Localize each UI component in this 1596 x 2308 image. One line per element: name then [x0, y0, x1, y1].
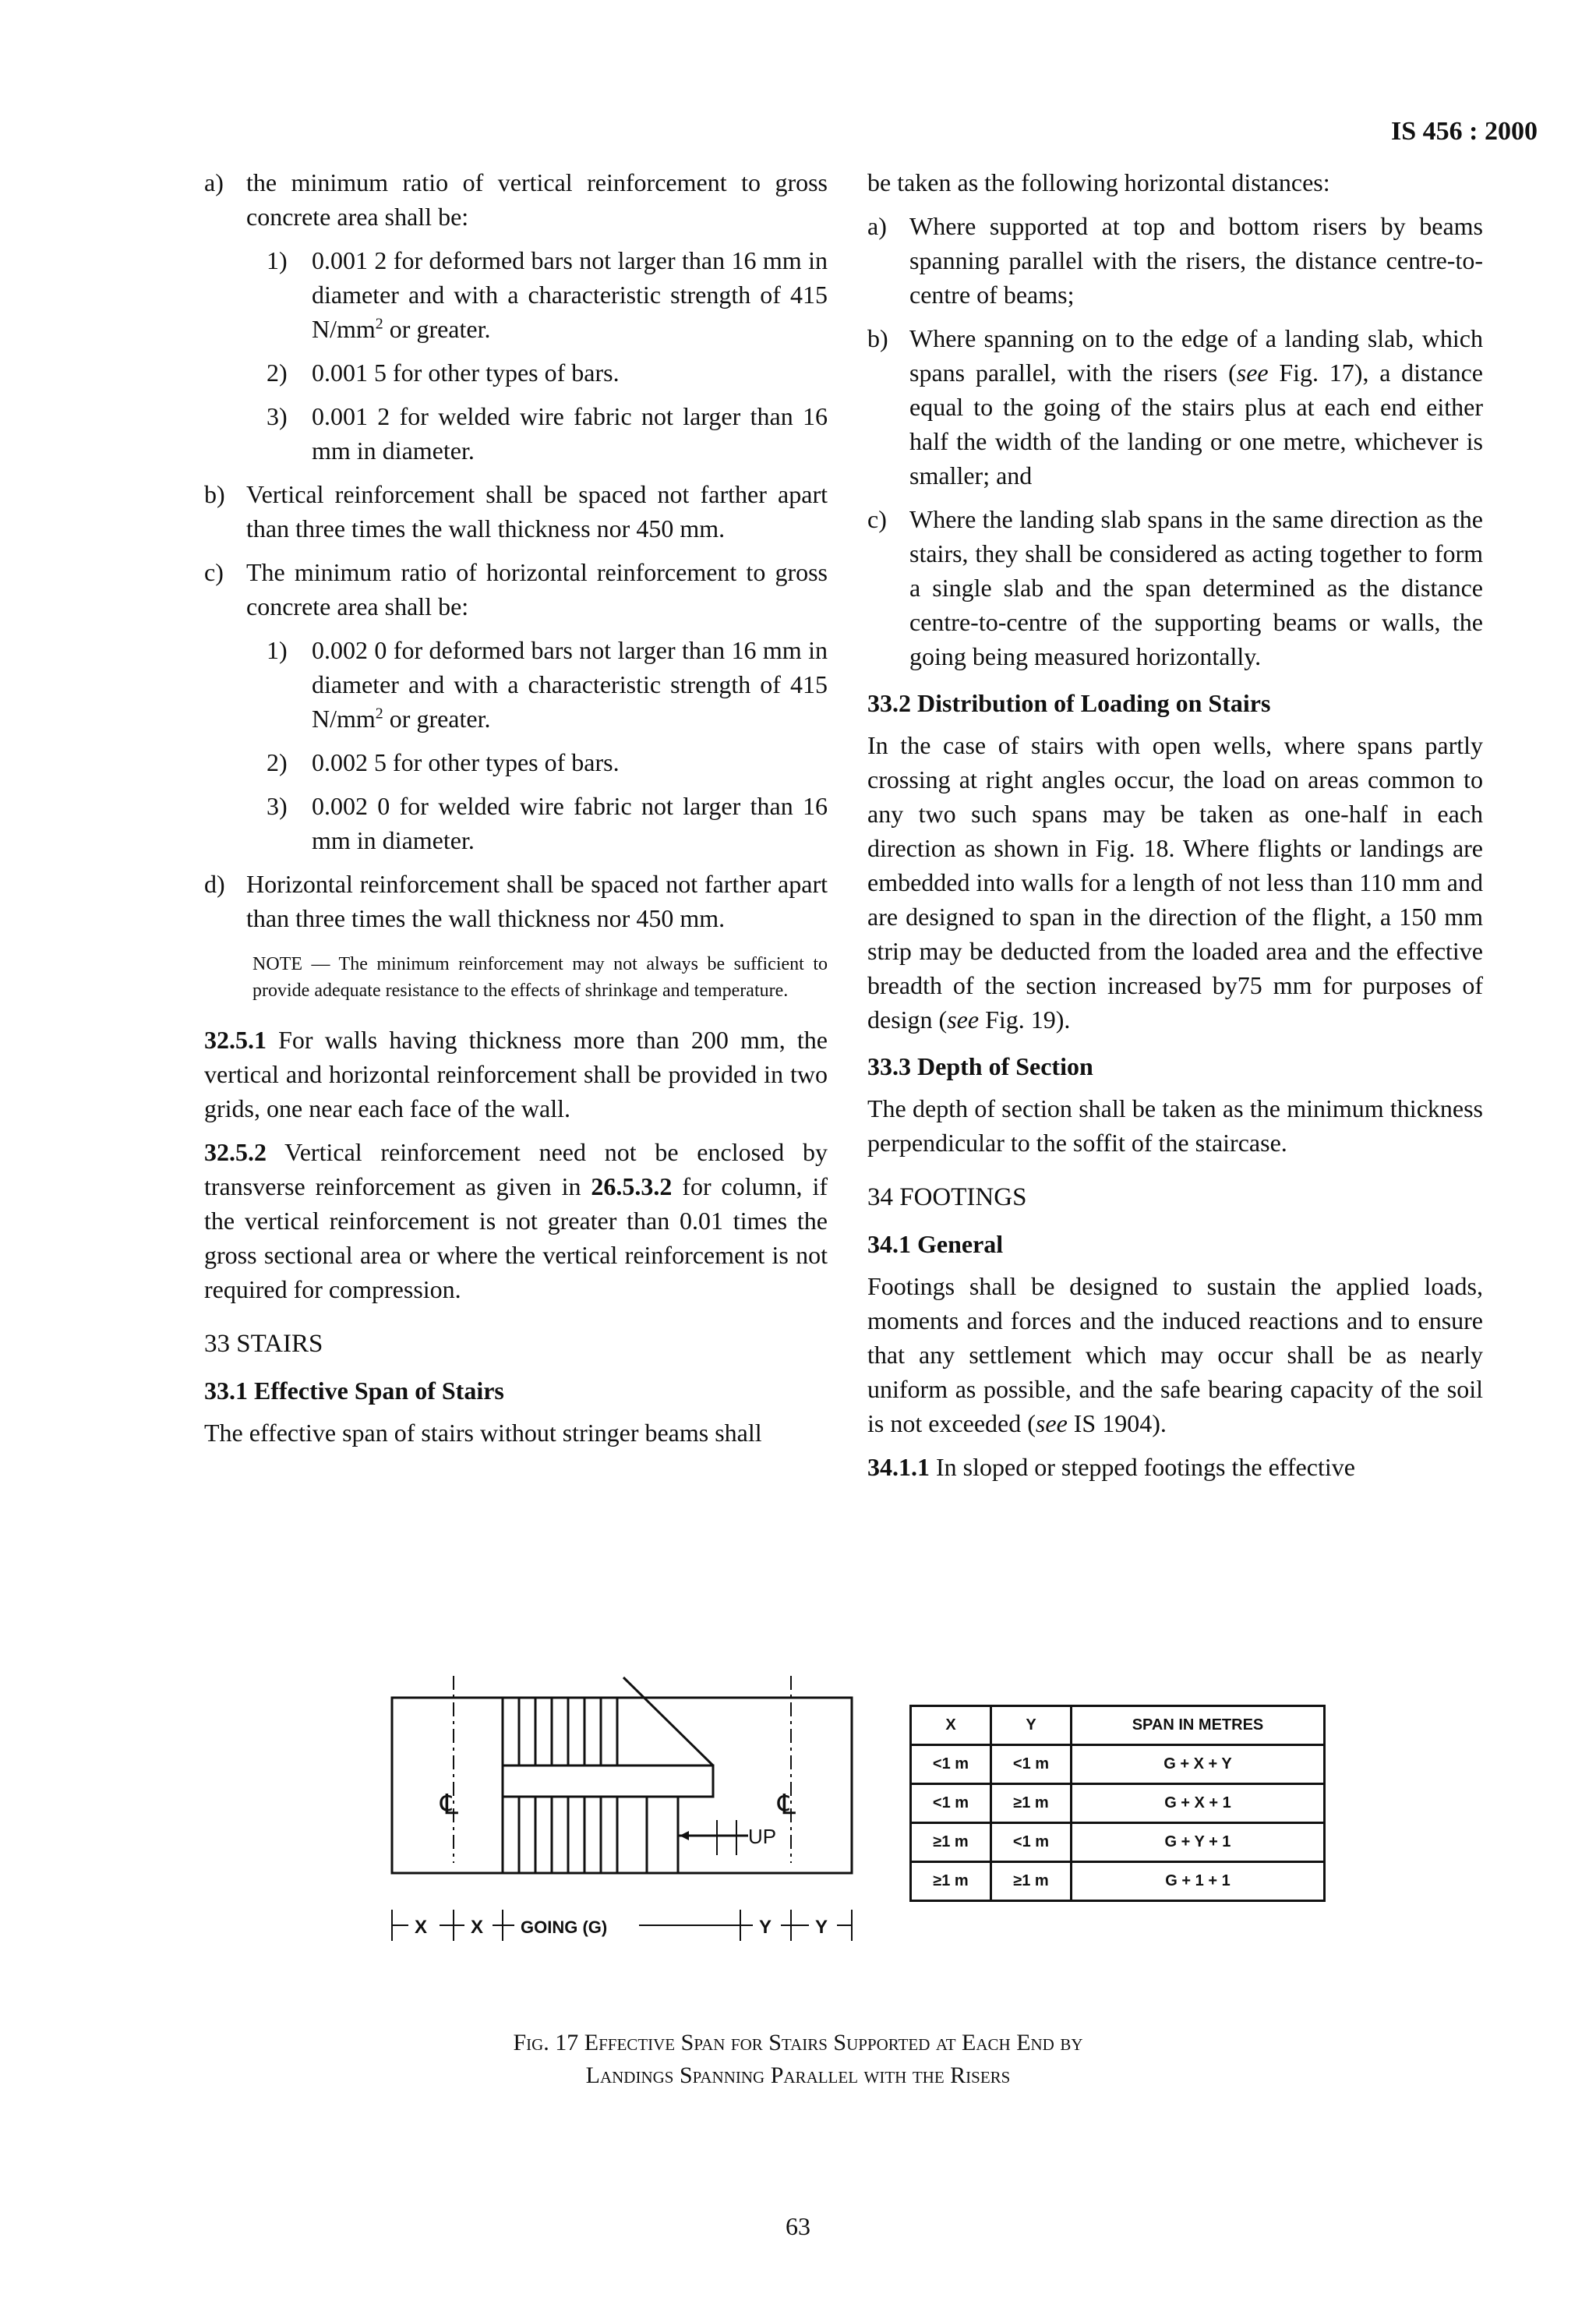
list-label: 3) — [267, 792, 288, 820]
list-item-a — [204, 165, 828, 234]
dim-y2-label: Y — [815, 1917, 828, 1938]
table-cell: <1 m — [991, 1745, 1072, 1784]
figure-caption — [0, 2027, 1596, 2092]
table-cell: ≥1 m — [911, 1823, 991, 1862]
caption-line-1: Fig. 17 Effective Span for Stairs Supported at Each End by — [513, 2030, 1083, 2055]
list-item-a1 — [267, 243, 828, 346]
list-text: 0.002 0 for welded wire fabric not larger than 16 mm in diameter. — [312, 792, 828, 854]
table-cell: ≥1 m — [911, 1862, 991, 1901]
table-row — [911, 1823, 1325, 1862]
list-text: Where spanning on to the edge of a landing slab, which spans parallel, with the risers (see Fig. 17), a distance equal to the going of the stairs plus at each end either half the width of the landing or one metre, whichever is smaller; and — [909, 324, 1483, 490]
list-item-c — [204, 555, 828, 624]
list-text: 0.002 5 for other types of bars. — [312, 748, 620, 776]
break-line — [623, 1677, 713, 1765]
list-item-d — [204, 867, 828, 935]
list-label: 1) — [267, 636, 288, 664]
list-text: 0.001 2 for welded wire fabric not larger than 16 mm in diameter. — [312, 402, 828, 465]
centre-line-symbol-left: ℄ — [440, 1788, 459, 1820]
list-item-a — [867, 209, 1483, 312]
paragraph-33-2: In the case of stairs with open wells, where spans partly crossing at right angles occur, the load on areas common to any two such spans may be taken as one-half in each direction as shown in Fig. 18. Where flights or landings are embedded into walls for a length of not less than 110 mm and are designed to span in the direction of the flight, a 150 mm strip may be deducted from the loaded area and the effective breadth of the section increased by75 mm for purposes of design (see Fig. 19). — [867, 731, 1483, 1034]
list-text: 0.002 0 for deformed bars not larger than 16 mm in diameter and with a characteristic strength of 415 $N/mm^2$ or greater. — [312, 636, 828, 733]
note: NOTE — The minimum reinforcement may not always be sufficient to provide adequate resistance to the effects of shrinkage and temperature. — [252, 954, 828, 1001]
span-table — [909, 1705, 1326, 1902]
page-number: 63 — [786, 2212, 810, 2240]
list-item-a2 — [267, 355, 828, 390]
middle-wall — [503, 1765, 713, 1797]
table-cell: <1 m — [991, 1823, 1072, 1862]
table-row — [911, 1784, 1325, 1823]
table-cell: G + X + Y — [1072, 1745, 1325, 1784]
table-cell: ≥1 m — [991, 1784, 1072, 1823]
right-column — [867, 165, 1483, 1493]
subsection-heading-34-1: 34.1 General — [867, 1230, 1004, 1258]
paragraph-34-1-1: 34.1.1 In sloped or stepped footings the effective — [867, 1453, 1355, 1481]
table-cell: ≥1 m — [991, 1862, 1072, 1901]
table-row — [911, 1745, 1325, 1784]
table-cell: <1 m — [911, 1745, 991, 1784]
list-label: 2) — [267, 748, 288, 776]
landing-outline — [392, 1698, 852, 1873]
paragraph-32-5-1: 32.5.1 For walls having thickness more than 200 mm, the vertical and horizontal reinforcement shall be provided in two grids, one near each face of the wall. — [204, 1026, 828, 1122]
dim-y1-label: Y — [759, 1917, 772, 1938]
dim-x2-label: X — [471, 1917, 484, 1938]
header-x: X — [911, 1706, 991, 1745]
list-text: 0.001 2 for deformed bars not larger than 16 mm in diameter and with a characteristic strength of 415 $N/mm^2$ or greater. — [312, 246, 828, 343]
list-label: a) — [867, 212, 887, 240]
table-cell: G + 1 + 1 — [1072, 1862, 1325, 1901]
list-item-b — [867, 321, 1483, 493]
paragraph-34-1: Footings shall be designed to sustain the applied loads, moments and forces and the induced reactions and to ensure that any settlement which may occur shall be as nearly uniform as possible, and the safe bearing capacity of the soil is not exceeded (see IS 1904). — [867, 1272, 1483, 1437]
section-heading-34: 34 FOOTINGS — [867, 1183, 1027, 1211]
list-label: c) — [867, 505, 887, 533]
paragraph-33-1: The effective span of stairs without stringer beams shall — [204, 1419, 762, 1447]
list-label: 3) — [267, 402, 288, 430]
left-column — [204, 165, 828, 1459]
list-text: The minimum ratio of horizontal reinforcement to gross concrete area shall be: — [246, 558, 828, 620]
list-label: b) — [204, 480, 225, 508]
paragraph-32-5-2: 32.5.2 Vertical reinforcement need not be enclosed by transverse reinforcement as given in 26.5.3.2 for column, if the vertical reinforcement is not greater than 0.01 times the gross sectional area or where the vertical reinforcement is not required for compression. — [204, 1138, 828, 1303]
list-item-a3 — [267, 399, 828, 468]
list-label: 2) — [267, 359, 288, 387]
table-cell: <1 m — [911, 1784, 991, 1823]
arrow-head-icon — [680, 1831, 689, 1840]
up-label: UP — [748, 1825, 777, 1848]
section-heading-33: 33 STAIRS — [204, 1330, 323, 1358]
list-item-c2 — [267, 745, 828, 779]
list-label: a) — [204, 168, 224, 196]
centre-line-symbol-right: ℄ — [778, 1788, 796, 1820]
upper-flight-treads — [503, 1698, 617, 1765]
list-text: Horizontal reinforcement shall be spaced not farther apart than three times the wall thickness nor 450 mm. — [246, 870, 828, 932]
subsection-heading-33-3: 33.3 Depth of Section — [867, 1052, 1093, 1080]
paragraph-33-3: The depth of section shall be taken as the minimum thickness perpendicular to the soffit of the staircase. — [867, 1094, 1483, 1157]
caption-line-2: Landings Spanning Parallel with the Risers — [585, 2062, 1011, 2088]
document-header: IS 456 : 2000 — [1391, 117, 1538, 146]
list-label: d) — [204, 870, 225, 898]
table-cell: G + Y + 1 — [1072, 1823, 1325, 1862]
table-row — [911, 1862, 1325, 1901]
list-text: Vertical reinforcement shall be spaced not farther apart than three times the wall thickness nor 450 mm. — [246, 480, 828, 543]
table-cell: G + X + 1 — [1072, 1784, 1325, 1823]
list-label: b) — [867, 324, 888, 352]
list-label: c) — [204, 558, 224, 586]
list-item-b — [204, 477, 828, 546]
dim-x1-label: X — [415, 1917, 428, 1938]
header-span: SPAN IN METRES — [1072, 1706, 1325, 1745]
list-text: Where supported at top and bottom risers by beams spanning parallel with the risers, the distance centre-to-centre of beams; — [909, 212, 1483, 309]
lower-flight-treads — [503, 1797, 678, 1873]
subsection-heading-33-2: 33.2 Distribution of Loading on Stairs — [867, 689, 1271, 717]
dim-going-label: GOING (G) — [521, 1917, 608, 1937]
list-item-c3 — [267, 789, 828, 857]
list-item-c — [867, 502, 1483, 673]
list-text: the minimum ratio of vertical reinforcement to gross concrete area shall be: — [246, 168, 828, 231]
subsection-heading-33-1: 33.1 Effective Span of Stairs — [204, 1377, 504, 1405]
header-y: Y — [991, 1706, 1072, 1745]
list-text: Where the landing slab spans in the same direction as the stairs, they shall be considered as acting together to form a single slab and the span determined as the distance centre-to-centre of the supporting beams or walls, the going being measured horizontally. — [909, 505, 1483, 670]
list-text: 0.001 5 for other types of bars. — [312, 359, 620, 387]
paragraph-continuation: be taken as the following horizontal distances: — [867, 168, 1330, 196]
list-label: 1) — [267, 246, 288, 274]
list-item-c1 — [267, 633, 828, 736]
table-header-row — [911, 1706, 1325, 1745]
